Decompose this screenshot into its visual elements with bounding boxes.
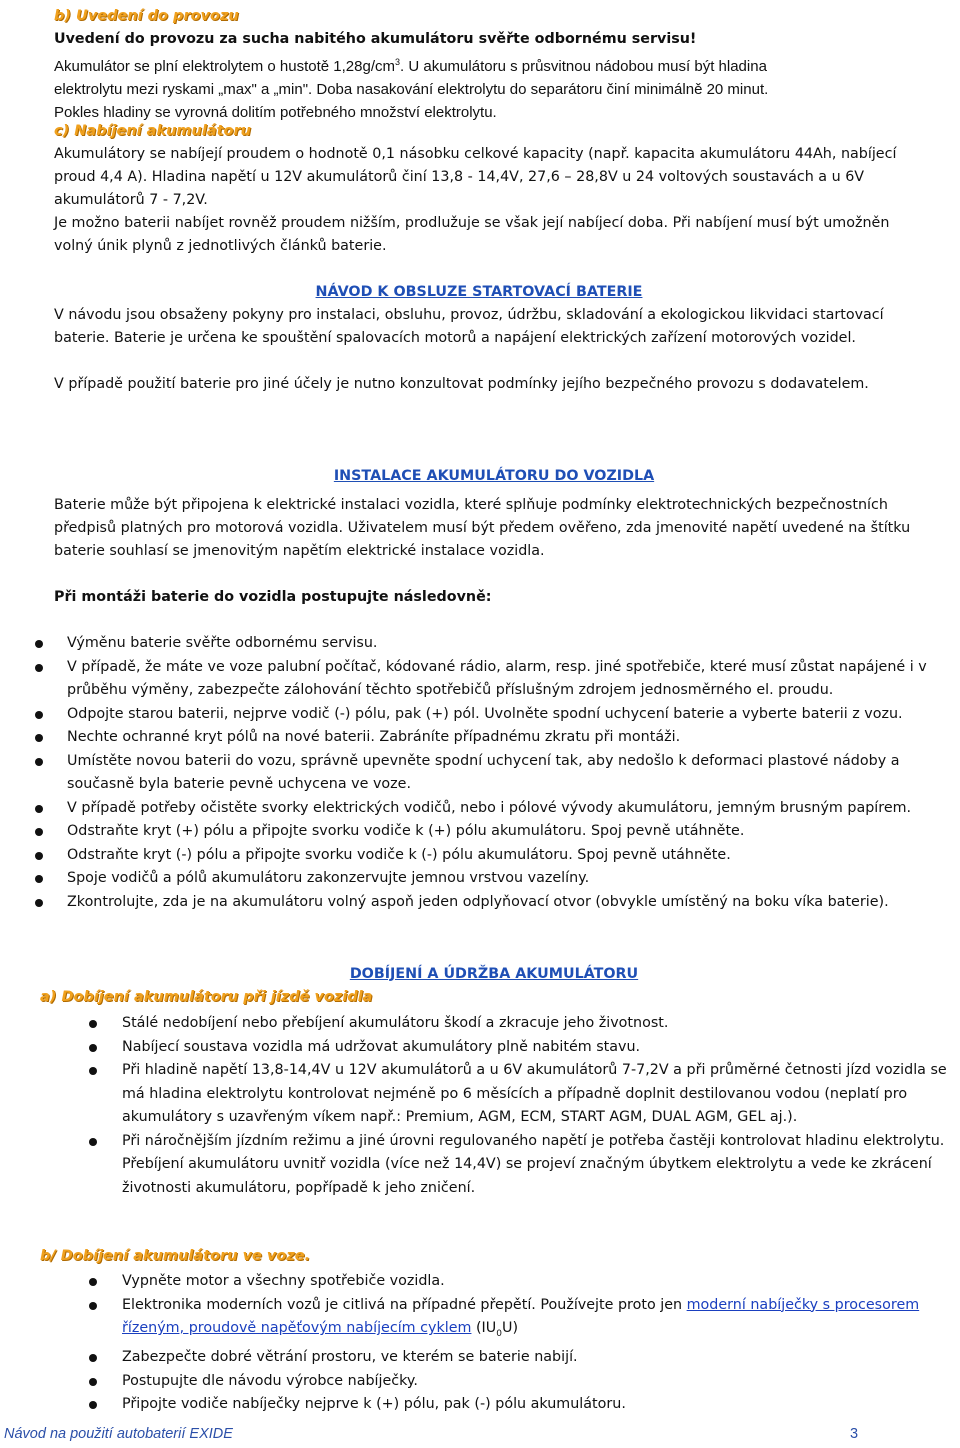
bullet-icon (35, 734, 43, 742)
list-item: Nabíjecí soustava vozidla má udržovat akumulátory plně nabitém stavu. (122, 1036, 952, 1060)
bullet-icon (35, 711, 43, 719)
charging-paragraph-2: Je možno baterii nabíjet rovněž proudem nižším, prodlužuje se však její nabíjecí doba. Při nabíjení musí být umožněn volný únik plynů z jednotlivých článků baterie. (54, 215, 890, 254)
list-item: Postupujte dle návodu výrobce nabíječky. (122, 1370, 952, 1394)
bullet-icon (35, 805, 43, 813)
section-manual (54, 281, 904, 396)
list-item: Stálé nedobíjení nebo přebíjení akumulátoru škodí a zkracuje jeho životnost. (122, 1012, 952, 1036)
bullet-icon (89, 1378, 97, 1386)
list-item: Nechte ochranné kryt pólů na nové baterii. Zabráníte případnému zkratu při montáži. (54, 726, 960, 750)
list-item: Odpojte starou baterii, nejprve vodič (-) pólu, pak (+) pól. Uvolněte spodní uchycení baterie a vyberte baterii z vozu. (54, 703, 960, 727)
list-item: Zabezpečte dobré větrání prostoru, ve kterém se baterie nabijí. (122, 1346, 952, 1370)
list-item: Odstraňte kryt (+) pólu a připojte svorku vodiče k (+) pólu akumulátoru. Spoj pevně utáhněte. (54, 820, 960, 844)
heading-manual: NÁVOD K OBSLUZE STARTOVACÍ BATERIE (315, 284, 643, 300)
list-item: Výměnu baterie svěřte odbornému servisu. (54, 632, 960, 656)
list-item: Při náročnějším jízdním režimu a jiné úrovni regulovaného napětí je potřeba častěji kontrolovat hladinu elektrolytu. Přebíjení akumulátoru uvnitř vozidla (více než 14,4V) se projeví značným úbytkem elektrolytu a vede ke zkrácení životnosti akumulátoru, popřípadě k jeho zničení. (122, 1130, 952, 1201)
bullet-icon (35, 758, 43, 766)
installation-steps (54, 632, 960, 914)
bullet-icon (89, 1401, 97, 1409)
list-item: Odstraňte kryt (-) pólu a připojte svorku vodiče k (-) pólu akumulátoru. Spoj pevně utáhněte. (54, 844, 960, 868)
list-item: V případě, že máte ve voze palubní počítač, kódované rádio, alarm, resp. jiné spotřebiče, které musí zůstat napájené i v průběhu výměny, zabezpečte zálohování těchto spotřebičů příslušným zdrojem jednosměrného el. proudu. (54, 656, 960, 703)
section-maintenance (40, 963, 934, 1009)
bullet-icon (35, 828, 43, 836)
footer-page-number: 3 (850, 1426, 859, 1442)
list-item: Spoje vodičů a pólů akumulátoru zakonzervujte jemnou vrstvou vazelíny. (54, 867, 960, 891)
heading-maintenance-a: a) Dobíjení akumulátoru při jízdě vozidla (40, 989, 373, 1005)
manual-paragraph-1: V návodu jsou obsaženy pokyny pro instalaci, obsluhu, provoz, údržbu, skladování a ekologickou likvidaci startovací baterie. Baterie je určena ke spouštění spalovacích motorů a napájení elektrických zařízení motorových vozidel. (54, 307, 884, 346)
maintenance-a-list (122, 1012, 952, 1200)
commissioning-line-4: Pokles hladiny se vyrovná dolitím potřebného množství elektrolytu. (54, 104, 497, 121)
bullet-icon (89, 1302, 97, 1310)
bullet-icon (89, 1020, 97, 1028)
bullet-icon (89, 1044, 97, 1052)
bullet-icon (35, 640, 43, 648)
installation-paragraph: Baterie může být připojena k elektrické instalaci vozidla, které splňuje podmínky elektrotechnických bezpečnostních předpisů platných pro motorová vozidla. Uživatelem musí být předem ověřeno, zda jmenovité napětí uvedené na štítku baterie souhlasí se jmenovitým napětím elektrické instalace vozidla. (54, 497, 911, 559)
heading-maintenance-b: b/ Dobíjení akumulátoru ve voze. (40, 1248, 311, 1264)
list-item: Umístěte novou baterii do vozu, správně upevněte spodní uchycení tak, aby nedošlo k deformaci plastové nádoby a současně byla baterie pevně uchycena ve voze. (54, 750, 960, 797)
bullet-icon (89, 1138, 97, 1146)
manual-paragraph-2: V případě použití baterie pro jiné účely je nutno konzultovat podmínky jejího bezpečného provozu s dodavatelem. (54, 376, 869, 392)
commissioning-line-2: Akumulátor se plní elektrolytem o hustotě $1,28g/cm^3$. U akumulátoru s průsvitnou nádobou musí být hladina (54, 57, 767, 75)
section-commissioning (54, 5, 944, 124)
list-item: Zkontrolujte, zda je na akumulátoru volný aspoň jeden odplyňovací otvor (obvykle umístěný na boku víka baterie). (54, 891, 960, 915)
bullet-icon (89, 1354, 97, 1362)
installation-subheading: Při montáži baterie do vozidla postupujte následovně: (54, 589, 492, 605)
commissioning-line-1: Uvedení do provozu za sucha nabitého akumulátoru svěřte odbornému servisu! (54, 31, 697, 47)
heading-commissioning: b) Uvedení do provozu (54, 8, 239, 24)
footer-title: Návod na použití autobaterií EXIDE (4, 1426, 233, 1442)
bullet-icon (89, 1278, 97, 1286)
commissioning-line-3: elektrolytu mezi ryskami „max" a „min". Doba nasakování elektrolytu do separátoru činí minimálně 20 minut. (54, 81, 769, 98)
section-maintenance-b (40, 1245, 920, 1268)
maintenance-b-list (122, 1270, 952, 1417)
bullet-icon (35, 852, 43, 860)
bullet-icon (35, 875, 43, 883)
list-item: Připojte vodiče nabíječky nejprve k (+) pólu, pak (-) pólu akumulátoru. (122, 1393, 952, 1417)
heading-maintenance: DOBÍJENÍ A ÚDRŽBA AKUMULÁTORU (349, 966, 639, 982)
heading-charging: c) Nabíjení akumulátoru (54, 123, 251, 139)
list-item: Vypněte motor a všechny spotřebiče vozidla. (122, 1270, 952, 1294)
section-charging (54, 120, 924, 258)
charger-link[interactable]: moderní nabíječky s procesorem řízeným, proudově napěťovým nabíjecím cyklem (122, 1296, 920, 1336)
section-installation (54, 465, 934, 609)
bullet-icon (35, 899, 43, 907)
list-item: Elektronika moderních vozů je citlivá na případné přepětí. Používejte proto jen moderní nabíječky s procesorem řízeným, proudově napěťovým nabíjecím cyklem $(IU_0U)$ (122, 1294, 952, 1347)
bullet-icon (35, 664, 43, 672)
charging-paragraph-1: Akumulátory se nabíjejí proudem o hodnotě 0,1 násobku celkové kapacity (např. kapacita akumulátoru 44Ah, nabíjecí proud 4,4 A). Hladina napětí u 12V akumulátorů činí 13,8 - 14,4V, 27,6 – 28,8V u 24 voltových soustavách a u 6V akumulátorů 7 - 7,2V. (54, 146, 897, 208)
list-item: Při hladině napětí 13,8-14,4V u 12V akumulátorů a u 6V akumulátorů 7-7,2V a při průměrné četnosti jízd vozidla se má hladina elektrolytu kontrolovat nejméně po 6 měsících a případně doplnit destilovanou vodou (neplatí pro akumulátory s uzavřeným víkem např.: Premium, AGM, ECM, START AGM, DUAL AGM, GEL aj.). (122, 1059, 952, 1130)
heading-installation: INSTALACE AKUMULÁTORU DO VOZIDLA (333, 468, 655, 484)
list-item: V případě potřeby očistěte svorky elektrických vodičů, nebo i pólové vývody akumulátoru, jemným brusným papírem. (54, 797, 960, 821)
bullet-icon (89, 1067, 97, 1075)
